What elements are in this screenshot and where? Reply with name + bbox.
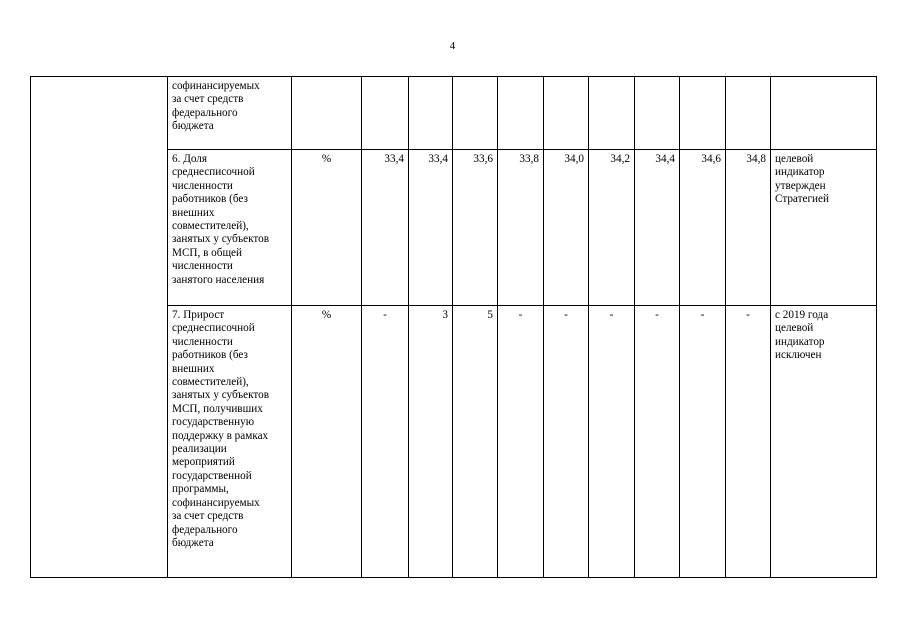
value-cell: 34,4	[635, 150, 680, 306]
page-number: 4	[449, 40, 456, 52]
indicators-table	[30, 76, 877, 578]
value-cell: -	[544, 306, 589, 578]
unit-cell: %	[292, 306, 362, 578]
value-cell: -	[635, 306, 680, 578]
indicator-name-cell: софинансируемых за счет средств федерального бюджета	[168, 77, 292, 150]
merged-empty-cell	[31, 77, 168, 578]
value-cell: 34,2	[589, 150, 635, 306]
note-cell: с 2019 года целевой индикатор исключен	[771, 306, 877, 578]
value-cell: 34,0	[544, 150, 589, 306]
value-cell: -	[680, 306, 726, 578]
note-cell	[771, 77, 877, 150]
value-cell: -	[589, 306, 635, 578]
value-cell	[635, 77, 680, 150]
value-cell	[680, 77, 726, 150]
value-cell: 3	[409, 306, 453, 578]
value-cell	[453, 77, 498, 150]
unit-cell	[292, 77, 362, 150]
indicator-name-cell: 6. Доля среднесписочной численности работников (без внешних совместителей), занятых у субъектов МСП, в общей численности занятого населения	[168, 150, 292, 306]
value-cell	[362, 77, 409, 150]
note-cell: целевой индикатор утвержден Стратегией	[771, 150, 877, 306]
unit-cell: %	[292, 150, 362, 306]
value-cell: 34,8	[726, 150, 771, 306]
value-cell: -	[362, 306, 409, 578]
value-cell: 5	[453, 306, 498, 578]
value-cell: -	[498, 306, 544, 578]
value-cell: 33,4	[362, 150, 409, 306]
value-cell	[544, 77, 589, 150]
indicator-name-cell: 7. Прирост среднесписочной численности работников (без внешних совместителей), занятых у субъектов МСП, получивших государственную поддержку в рамках реализации мероприятий государственной программы, софинансируемых за счет средств федерального бюджета	[168, 306, 292, 578]
value-cell	[726, 77, 771, 150]
value-cell	[589, 77, 635, 150]
value-cell: 33,4	[409, 150, 453, 306]
value-cell: 34,6	[680, 150, 726, 306]
value-cell: 33,6	[453, 150, 498, 306]
value-cell	[498, 77, 544, 150]
table-row	[31, 77, 877, 150]
value-cell: -	[726, 306, 771, 578]
value-cell	[409, 77, 453, 150]
value-cell: 33,8	[498, 150, 544, 306]
